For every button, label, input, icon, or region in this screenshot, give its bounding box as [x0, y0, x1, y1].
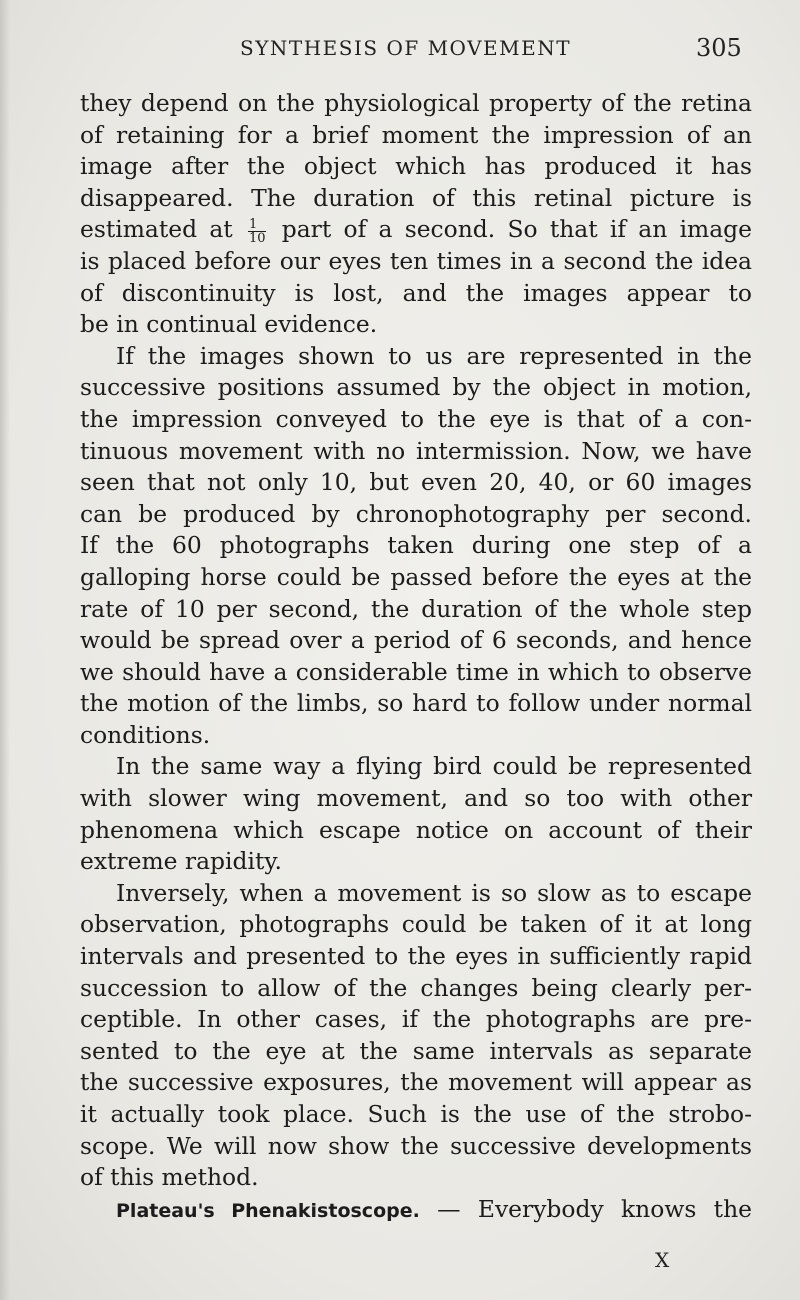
paragraph-start: If the images shown to us are represented in the	[116, 341, 752, 370]
text-line: phenomena which escape notice on account of their	[80, 815, 752, 844]
text-line: the motion of the limbs, so hard to follow under normal	[80, 689, 752, 718]
paragraph-start: In the same way a flying bird could be represented	[116, 752, 752, 781]
text-line: If the 60 photographs taken during one step of a	[80, 531, 752, 560]
text-line: we should have a considerable time in which to observe	[80, 657, 752, 686]
text-line: of this method.	[80, 1163, 259, 1192]
running-head: SYNTHESIS OF MOVEMENT	[240, 36, 572, 60]
fraction-denominator: 10	[248, 230, 266, 246]
text-line: rate of 10 per second, the duration of the whole step	[80, 594, 752, 623]
page-edge-shadow	[0, 0, 10, 1300]
text-line: sented to the eye at the same intervals as separate	[80, 1036, 752, 1065]
signature-mark: X	[655, 1248, 670, 1272]
section-heading: Plateau's Phenakistoscope.	[116, 1199, 420, 1222]
text-line: ceptible. In other cases, if the photographs are pre-	[80, 1005, 752, 1034]
body-text	[80, 88, 752, 1225]
text-line: observation, photographs could be taken of it at long	[80, 910, 752, 939]
text-line-with-fraction	[80, 214, 752, 246]
text-line: it actually took place. Such is the use of the strobo-	[80, 1100, 752, 1128]
text-line: be in continual evidence.	[80, 310, 378, 339]
text-line: disappeared. The duration of this retinal picture is	[80, 183, 752, 212]
text-line: succession to allow of the changes being clearly per-	[80, 973, 752, 1002]
page-number: 305	[696, 34, 742, 62]
text-line: with slower wing movement, and so too with other	[80, 784, 752, 813]
text-line: image after the object which has produced it has	[80, 152, 752, 181]
text-fragment: estimated at	[80, 215, 233, 244]
text-line: of retaining for a brief moment the impression of an	[80, 120, 752, 149]
text-line: intervals and presented to the eyes in sufficiently rapid	[80, 942, 752, 971]
text-fragment: part of a second. So that if an image	[281, 215, 752, 244]
text-line: is placed before our eyes ten times in a second the idea	[80, 246, 752, 275]
text-line: they depend on the physiological property of the retina	[80, 89, 752, 117]
text-line: extreme rapidity.	[80, 847, 282, 876]
text-line: the successive exposures, the movement will appear as	[80, 1068, 752, 1097]
fraction	[248, 218, 267, 245]
text-line: tinuous movement with no intermission. Now, we have	[80, 436, 752, 465]
text-line: successive positions assumed by the object in motion,	[80, 373, 752, 402]
text-line: conditions.	[80, 720, 211, 749]
text-line: can be produced by chronophotography per second.	[80, 499, 752, 528]
section-heading-line	[80, 1194, 752, 1226]
text-line: seen that not only 10, but even 20, 40, or 60 images	[80, 468, 752, 497]
text-line: galloping horse could be passed before the eyes at the	[80, 562, 752, 591]
text-line: would be spread over a period of 6 seconds, and hence	[80, 626, 752, 655]
text-fragment: — Everybody knows the	[437, 1194, 752, 1223]
text-line: the impression conveyed to the eye is that of a con-	[80, 404, 752, 433]
text-line: of discontinuity is lost, and the images appear to	[80, 278, 752, 307]
text-line: scope. We will now show the successive developments	[80, 1131, 752, 1160]
fraction-numerator: 1	[248, 218, 267, 232]
paragraph-start: Inversely, when a movement is so slow as to escape	[116, 878, 752, 907]
